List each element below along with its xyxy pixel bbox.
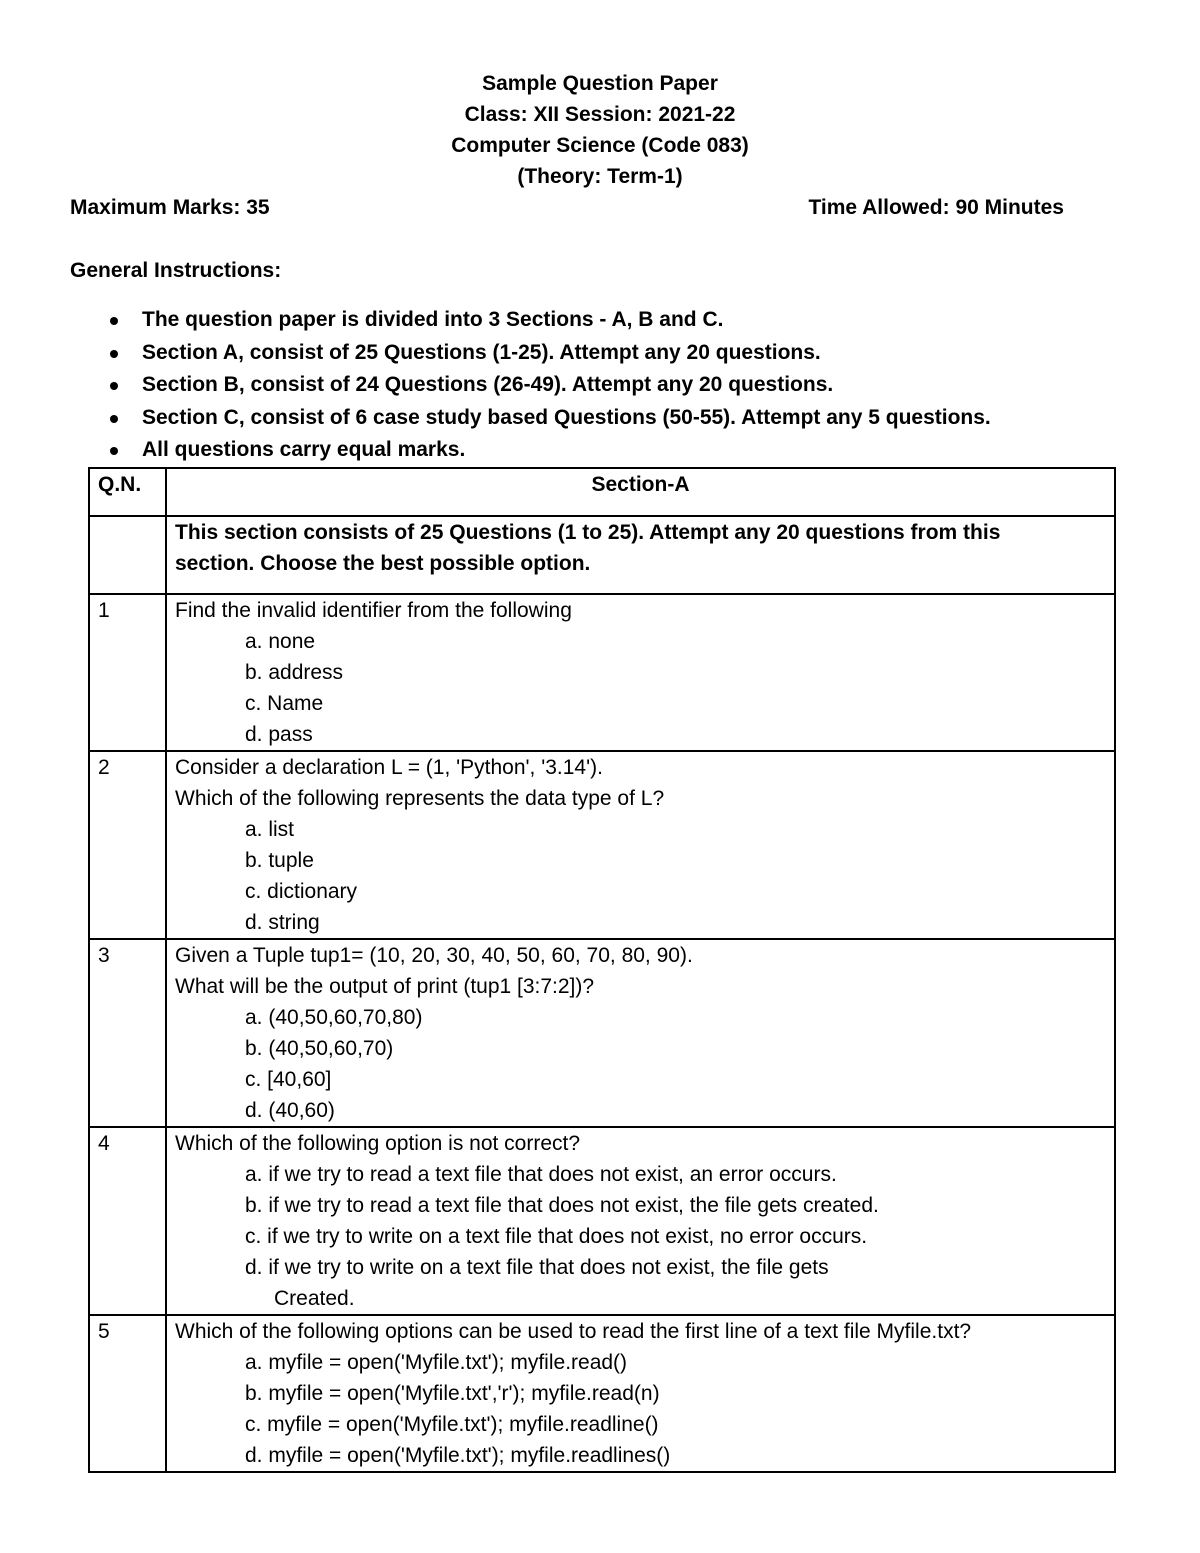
instruction-text: All questions carry equal marks. — [142, 438, 466, 462]
option: c. Name — [245, 692, 324, 715]
bullet-icon — [110, 350, 118, 358]
intro-line: This section consists of 25 Questions (1 to 25). Attempt any 20 questions from this — [175, 521, 1001, 544]
option: b. address — [245, 661, 344, 684]
bullet-icon — [110, 447, 118, 455]
instruction-text: The question paper is divided into 3 Sections - A, B and C. — [142, 308, 724, 331]
theory-term: (Theory: Term-1) — [517, 165, 683, 188]
bullet-icon — [110, 317, 118, 325]
instruction-item — [106, 403, 991, 436]
question-text: Find the invalid identifier from the following — [175, 599, 572, 622]
time-allowed: Time Allowed: 90 Minutes — [808, 196, 1064, 219]
question-number: 1 — [89, 594, 166, 751]
bullet-icon — [110, 382, 118, 390]
maximum-marks: Maximum Marks: 35 — [70, 196, 270, 219]
instruction-item — [106, 370, 991, 403]
section-intro-row — [89, 516, 1115, 594]
question-row — [89, 939, 1115, 1127]
option: d. myfile = open('Myfile.txt'); myfile.readlines() — [245, 1444, 671, 1467]
instruction-item — [106, 435, 991, 468]
option-continuation: Created. — [274, 1287, 355, 1310]
option: b. if we try to read a text file that does not exist, the file gets created. — [245, 1194, 879, 1217]
option: a. none — [245, 630, 316, 653]
question-number: 3 — [89, 939, 166, 1127]
question-body — [166, 939, 1115, 1127]
option: b. (40,50,60,70) — [245, 1037, 394, 1060]
intro-line: section. Choose the best possible option. — [175, 552, 591, 575]
option: b. myfile = open('Myfile.txt','r'); myfile.read(n) — [245, 1382, 660, 1405]
question-body — [166, 751, 1115, 939]
question-row — [89, 1127, 1115, 1315]
option: c. [40,60] — [245, 1068, 332, 1091]
instruction-text: Section C, consist of 6 case study based Questions (50-55). Attempt any 5 questions. — [142, 405, 991, 429]
qn-column-header: Q.N. — [89, 468, 166, 516]
subject-code: Computer Science (Code 083) — [451, 134, 749, 157]
paper-header — [0, 68, 1200, 192]
instruction-item — [106, 338, 991, 371]
table-header-row — [89, 468, 1115, 516]
paper-title: Sample Question Paper — [482, 72, 718, 95]
option: d. (40,60) — [245, 1099, 335, 1122]
option: d. pass — [245, 723, 313, 746]
section-title: Section-A — [166, 468, 1115, 516]
question-row — [89, 594, 1115, 751]
option: c. if we try to write on a text file that does not exist, no error occurs. — [245, 1225, 868, 1248]
instruction-text: Section A, consist of 25 Questions (1-25). Attempt any 20 questions. — [142, 340, 821, 364]
question-body — [166, 594, 1115, 751]
instruction-item — [106, 305, 991, 338]
question-number: 5 — [89, 1315, 166, 1472]
question-body — [166, 1127, 1115, 1315]
option: a. list — [245, 818, 295, 841]
question-body — [166, 1315, 1115, 1472]
option: a. (40,50,60,70,80) — [245, 1006, 423, 1029]
option: d. if we try to write on a text file that does not exist, the file gets — [245, 1256, 829, 1279]
question-text: What will be the output of print (tup1 [3:7:2])? — [175, 975, 595, 998]
question-number: 4 — [89, 1127, 166, 1315]
question-text: Consider a declaration L = (1, 'Python', '3.14'). — [175, 756, 603, 779]
option: c. myfile = open('Myfile.txt'); myfile.readline() — [245, 1413, 659, 1436]
option: c. dictionary — [245, 880, 358, 903]
instruction-text: Section B, consist of 24 Questions (26-49). Attempt any 20 questions. — [142, 373, 834, 397]
question-text: Given a Tuple tup1= (10, 20, 30, 40, 50, 60, 70, 80, 90). — [175, 944, 693, 967]
question-row — [89, 1315, 1115, 1472]
class-session: Class: XII Session: 2021-22 — [464, 103, 736, 126]
empty-cell — [89, 516, 166, 594]
option: a. myfile = open('Myfile.txt'); myfile.read() — [245, 1351, 628, 1374]
option: b. tuple — [245, 849, 314, 872]
question-number: 2 — [89, 751, 166, 939]
question-text: Which of the following option is not correct? — [175, 1132, 581, 1155]
option: d. string — [245, 911, 320, 934]
bullet-icon — [110, 415, 118, 423]
question-row — [89, 751, 1115, 939]
question-table — [88, 467, 1116, 1473]
question-text: Which of the following options can be used to read the first line of a text file Myfile.txt? — [175, 1320, 972, 1343]
instructions-list — [106, 305, 991, 468]
section-intro — [166, 516, 1115, 594]
general-instructions-title: General Instructions: — [70, 259, 282, 282]
option: a. if we try to read a text file that does not exist, an error occurs. — [245, 1163, 837, 1186]
question-text: Which of the following represents the data type of L? — [175, 787, 665, 810]
